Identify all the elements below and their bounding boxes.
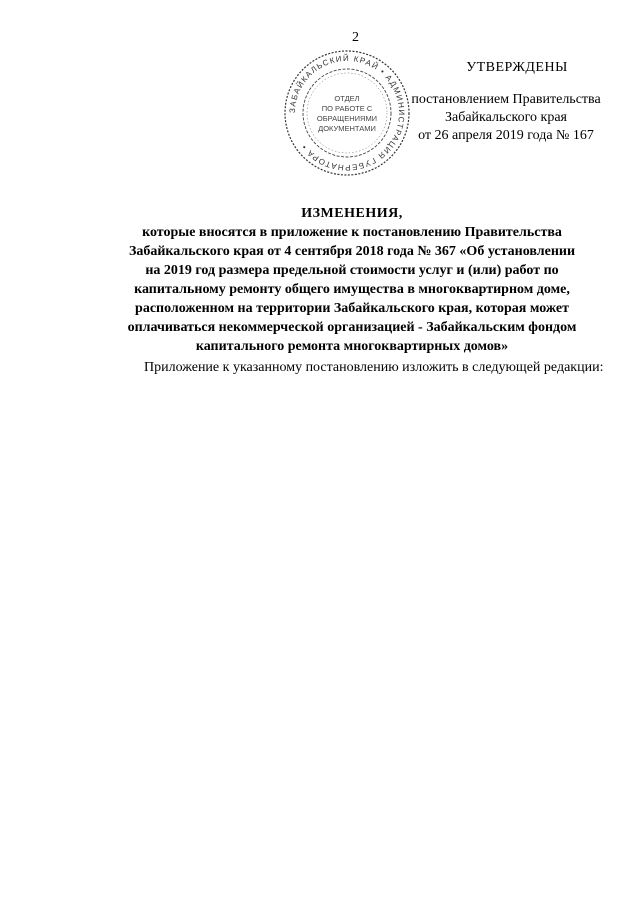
title-line: капитального ремонта многоквартирных домов» xyxy=(195,339,509,354)
body-paragraph: Приложение к указанному постановлению изложить в следующей редакции: xyxy=(144,360,604,375)
document-title: ИЗМЕНЕНИЯ, xyxy=(301,206,403,221)
stamp-inner-line: ПО РАБОТЕ С xyxy=(321,104,373,113)
approval-line: Забайкальского края xyxy=(444,110,567,125)
stamp-outer-text: ЗАБАЙКАЛЬСКИЙ КРАЙ • АДМИНИСТРАЦИЯ ГУБЕРНАТОРА • xyxy=(287,53,407,173)
stamp-inner-line: ДОКУМЕНТАМИ xyxy=(318,124,376,133)
stamp-inner-line: ОБРАЩЕНИЯМИ xyxy=(316,114,378,123)
title-line: оплачиваться некоммерческой организацией - Забайкальским фондом xyxy=(127,320,577,335)
document-title-block xyxy=(96,204,608,356)
title-line: расположенном на территории Забайкальского края, которая может xyxy=(135,301,569,316)
official-stamp-seal xyxy=(282,48,412,178)
approval-heading: УТВЕРЖДЕНЫ xyxy=(466,60,568,75)
approval-block xyxy=(396,58,616,145)
title-line: которые вносятся в приложение к постановлению Правительства xyxy=(142,225,562,240)
approval-line: от 26 апреля 2019 года № 167 xyxy=(418,128,594,143)
title-line: Забайкальского края от 4 сентября 2018 года № 367 «Об установлении xyxy=(128,244,576,259)
title-line: на 2019 год размера предельной стоимости услуг и (или) работ по xyxy=(145,263,559,278)
stamp-inner-line: ОТДЕЛ xyxy=(334,94,360,103)
page-number: 2 xyxy=(352,30,359,45)
approval-line: постановлением Правительства xyxy=(411,92,601,107)
title-line: капитальному ремонту общего имущества в многоквартирном доме, xyxy=(134,282,570,297)
